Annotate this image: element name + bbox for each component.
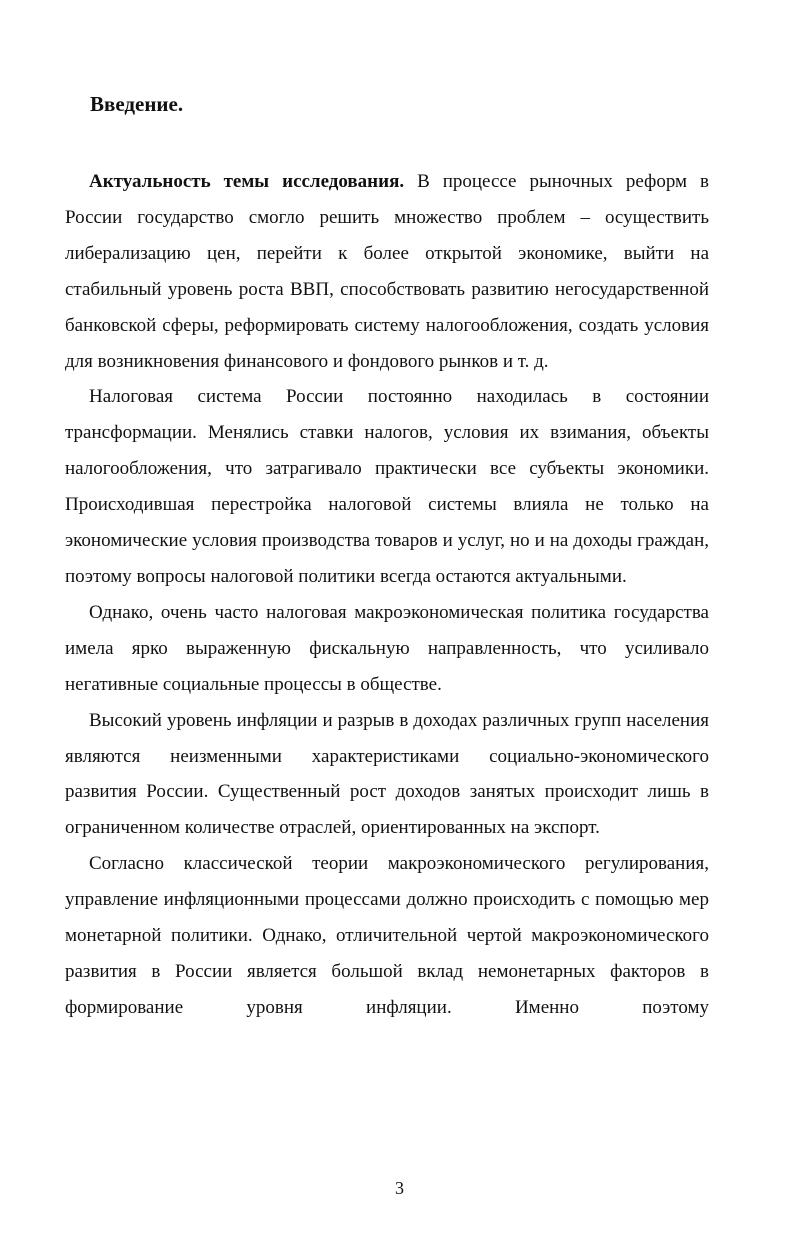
paragraph-text: В процессе рыночных реформ в России государство смогло решить множество проблем – осуществить либерализацию цен, перейти к более открытой экономике, выйти на стабильный уровень роста ВВП, способствовать развитию негосударственной банковской сферы, реформировать систему налогообложения, создать условия для возникновения финансового и фондового рынков и т. д. bbox=[65, 171, 709, 372]
paragraph bbox=[65, 379, 709, 594]
paragraph bbox=[65, 846, 709, 1026]
paragraph bbox=[65, 703, 709, 847]
paragraph-lead: Актуальность темы исследования. bbox=[89, 171, 405, 192]
paragraph-text: Налоговая система России постоянно находилась в состоянии трансформации. Менялись ставки налогов, условия их взимания, объекты налогообложения, что затрагивало практически все субъекты экономики. Происходившая перестройка налоговой системы влияла не только на экономические условия производства товаров и услуг, но и на доходы граждан, поэтому вопросы налоговой политики всегда остаются актуальными. bbox=[65, 386, 709, 587]
paragraph-text: Высокий уровень инфляции и разрыв в доходах различных групп населения являются неизменными характеристиками социально-экономического развития России. Существенный рост доходов занятых происходит лишь в ограниченном количестве отраслей, ориентированных на экспорт. bbox=[65, 709, 709, 839]
paragraph bbox=[65, 595, 709, 703]
page-number: 3 bbox=[395, 1178, 404, 1198]
paragraph-text: Согласно классической теории макроэкономического регулирования, управление инфляционными процессами должно происходить с помощью мер монетарной политики. Однако, отличительной чертой макроэкономического развития в России является большой вклад немонетарных факторов в формирование уровня инфляции. Именно поэтому bbox=[65, 853, 709, 1018]
section-heading: Введение. bbox=[90, 92, 184, 116]
body-text bbox=[65, 164, 709, 1026]
paragraph-text: Однако, очень часто налоговая макроэкономическая политика государства имела ярко выраженную фискальную направленность, что усиливало негативные социальные процессы в обществе. bbox=[65, 601, 709, 695]
paragraph bbox=[65, 164, 709, 379]
